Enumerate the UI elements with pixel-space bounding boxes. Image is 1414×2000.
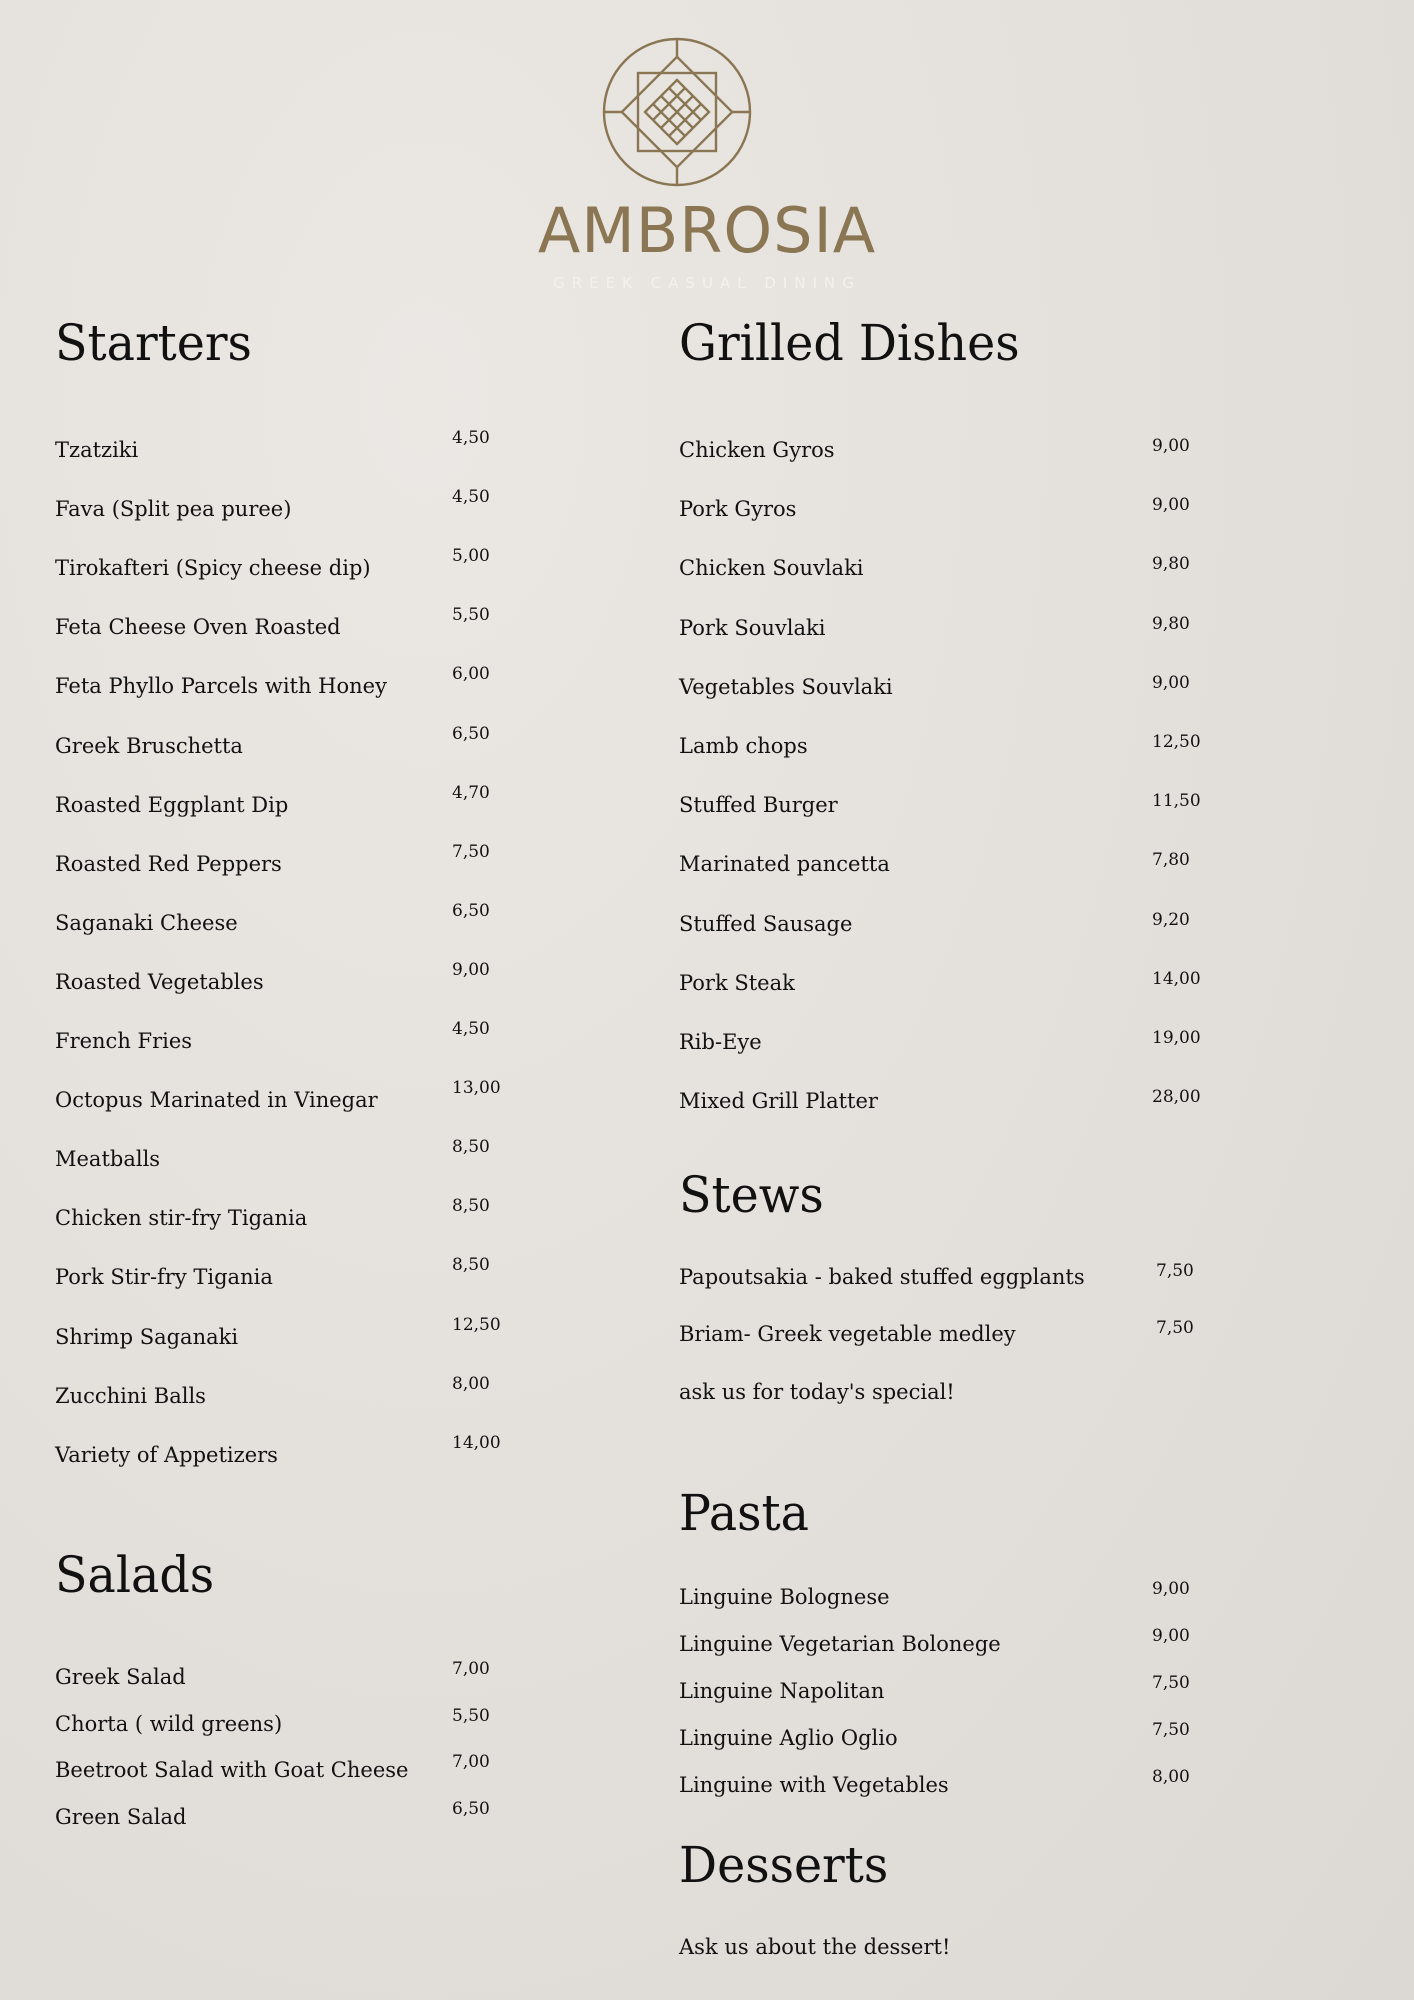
menu-item-name: Pork Stir-fry Tigania bbox=[55, 1265, 273, 1290]
menu-item-price: 4,50 bbox=[452, 428, 490, 448]
menu-item-price: 7,00 bbox=[452, 1752, 490, 1773]
menu-item-price: 7,00 bbox=[452, 1659, 490, 1679]
menu-item-price: 11,50 bbox=[1152, 791, 1201, 812]
menu-item-name: Zucchini Balls bbox=[55, 1383, 206, 1408]
menu-item-price: 5,00 bbox=[452, 546, 490, 567]
menu-item-name: Greek Salad bbox=[55, 1665, 186, 1689]
menu-item-price: 7,50 bbox=[1152, 1720, 1190, 1740]
menu-item-price: 4,50 bbox=[452, 487, 490, 508]
menu-item-price: 9,80 bbox=[1152, 554, 1190, 575]
section-title-starters: Starters bbox=[55, 314, 252, 372]
menu-item-name: Linguine Vegetarian Bolonege bbox=[679, 1632, 1001, 1656]
menu-item-name: Linguine Bolognese bbox=[679, 1585, 890, 1609]
menu-item-name: Chicken Gyros bbox=[679, 438, 835, 462]
menu-item-name: Stuffed Sausage bbox=[679, 911, 853, 936]
menu-item-price: 8,00 bbox=[1152, 1767, 1190, 1787]
stews-special-note: ask us for today's special! bbox=[679, 1380, 955, 1404]
menu-item-name: Linguine Napolitan bbox=[679, 1679, 885, 1703]
menu-item-price: 5,50 bbox=[452, 1705, 490, 1726]
menu-item-price: 4,50 bbox=[452, 1019, 490, 1039]
menu-item-price: 7,50 bbox=[452, 841, 490, 862]
menu-item-price: 6,50 bbox=[452, 723, 490, 744]
menu-item-price: 4,70 bbox=[452, 782, 490, 803]
brand-tagline: GREEK CASUAL DINING bbox=[553, 274, 861, 292]
menu-item-name: Feta Cheese Oven Roasted bbox=[55, 615, 341, 640]
menu-item-name: Greek Bruschetta bbox=[55, 733, 243, 758]
menu-item-name: Chorta ( wild greens) bbox=[55, 1711, 283, 1736]
menu-item-price: 5,50 bbox=[452, 605, 490, 626]
menu-item-name: Mixed Grill Platter bbox=[679, 1089, 878, 1114]
menu-item-name: Vegetables Souvlaki bbox=[679, 674, 893, 699]
brand-name: AMBROSIA bbox=[537, 194, 877, 267]
menu-item-name: Papoutsakia - baked stuffed eggplants bbox=[679, 1265, 1085, 1289]
menu-item-name: Feta Phyllo Parcels with Honey bbox=[55, 674, 387, 699]
menu-item-price: 6,50 bbox=[452, 1799, 490, 1820]
menu-item-price: 8,50 bbox=[452, 1137, 490, 1158]
menu-item-name: Beetroot Salad with Goat Cheese bbox=[55, 1758, 409, 1783]
menu-item-name: Stuffed Burger bbox=[679, 793, 838, 818]
menu-item-price: 9,00 bbox=[452, 959, 490, 980]
menu-item-name: Green Salad bbox=[55, 1805, 187, 1830]
menu-item-price: 9,00 bbox=[1152, 672, 1190, 693]
menu-item-price: 7,50 bbox=[1156, 1261, 1194, 1281]
menu-item-price: 6,00 bbox=[452, 664, 490, 685]
menu-item-price: 14,00 bbox=[1152, 968, 1201, 989]
menu-item-name: French Fries bbox=[55, 1029, 193, 1053]
menu-item-price: 9,00 bbox=[1152, 1579, 1190, 1599]
menu-item-name: Roasted Vegetables bbox=[55, 969, 264, 994]
menu-item-name: Saganaki Cheese bbox=[55, 910, 238, 935]
menu-item-price: 12,50 bbox=[452, 1314, 501, 1335]
desserts-note: Ask us about the dessert! bbox=[679, 1935, 951, 1959]
menu-item-name: Roasted Red Peppers bbox=[55, 851, 282, 876]
menu-item-name: Fava (Split pea puree) bbox=[55, 497, 292, 522]
menu-item-price: 9,00 bbox=[1152, 436, 1190, 456]
menu-item-price: 6,50 bbox=[452, 900, 490, 921]
menu-item-price: 9,20 bbox=[1152, 909, 1190, 930]
menu-item-name: Tzatziki bbox=[55, 438, 139, 462]
menu-item-name: Meatballs bbox=[55, 1147, 161, 1172]
menu-item-price: 7,80 bbox=[1152, 850, 1190, 871]
menu-item-name: Pork Souvlaki bbox=[679, 615, 826, 640]
menu-item-price: 7,50 bbox=[1152, 1673, 1190, 1693]
section-title-salads: Salads bbox=[55, 1546, 215, 1604]
menu-item-price: 8,50 bbox=[452, 1255, 490, 1276]
menu-item-price: 13,00 bbox=[452, 1078, 501, 1099]
menu-item-name: Pork Gyros bbox=[679, 497, 797, 522]
menu-item-name: Shrimp Saganaki bbox=[55, 1324, 239, 1349]
menu-item-price: 28,00 bbox=[1152, 1087, 1201, 1108]
menu-item-name: Linguine with Vegetables bbox=[679, 1773, 949, 1797]
section-title-desserts: Desserts bbox=[679, 1836, 889, 1894]
menu-item-price: 12,50 bbox=[1152, 732, 1201, 752]
menu-item-name: Pork Steak bbox=[679, 970, 795, 995]
menu-item-price: 8,00 bbox=[452, 1373, 490, 1394]
menu-item-name: Roasted Eggplant Dip bbox=[55, 792, 289, 817]
menu-item-name: Linguine Aglio Oglio bbox=[679, 1726, 898, 1750]
menu-item-price: 19,00 bbox=[1152, 1028, 1201, 1048]
menu-item-name: Octopus Marinated in Vinegar bbox=[55, 1088, 378, 1113]
section-title-pasta: Pasta bbox=[679, 1484, 809, 1542]
menu-item-price: 14,00 bbox=[452, 1432, 501, 1453]
section-title-grilled: Grilled Dishes bbox=[679, 314, 1020, 372]
menu-item-name: Chicken Souvlaki bbox=[679, 556, 864, 581]
menu-item-price: 9,00 bbox=[1152, 1626, 1190, 1646]
menu-item-name: Briam- Greek vegetable medley bbox=[679, 1322, 1016, 1346]
menu-item-price: 7,50 bbox=[1156, 1318, 1194, 1338]
menu-item-name: Marinated pancetta bbox=[679, 852, 890, 877]
menu-item-name: Tirokafteri (Spicy cheese dip) bbox=[55, 556, 371, 581]
logo bbox=[0, 0, 1414, 300]
menu-item-price: 9,00 bbox=[1152, 495, 1190, 516]
menu-item-name: Lamb chops bbox=[679, 734, 808, 758]
menu-item-price: 9,80 bbox=[1152, 613, 1190, 634]
menu-item-name: Chicken stir-fry Tigania bbox=[55, 1206, 308, 1231]
geometric-star-emblem-icon bbox=[602, 36, 752, 188]
menu-item-name: Variety of Appetizers bbox=[55, 1442, 278, 1467]
menu-item-price: 8,50 bbox=[452, 1196, 490, 1217]
section-title-stews: Stews bbox=[679, 1166, 824, 1224]
menu-item-name: Rib-Eye bbox=[679, 1030, 762, 1054]
